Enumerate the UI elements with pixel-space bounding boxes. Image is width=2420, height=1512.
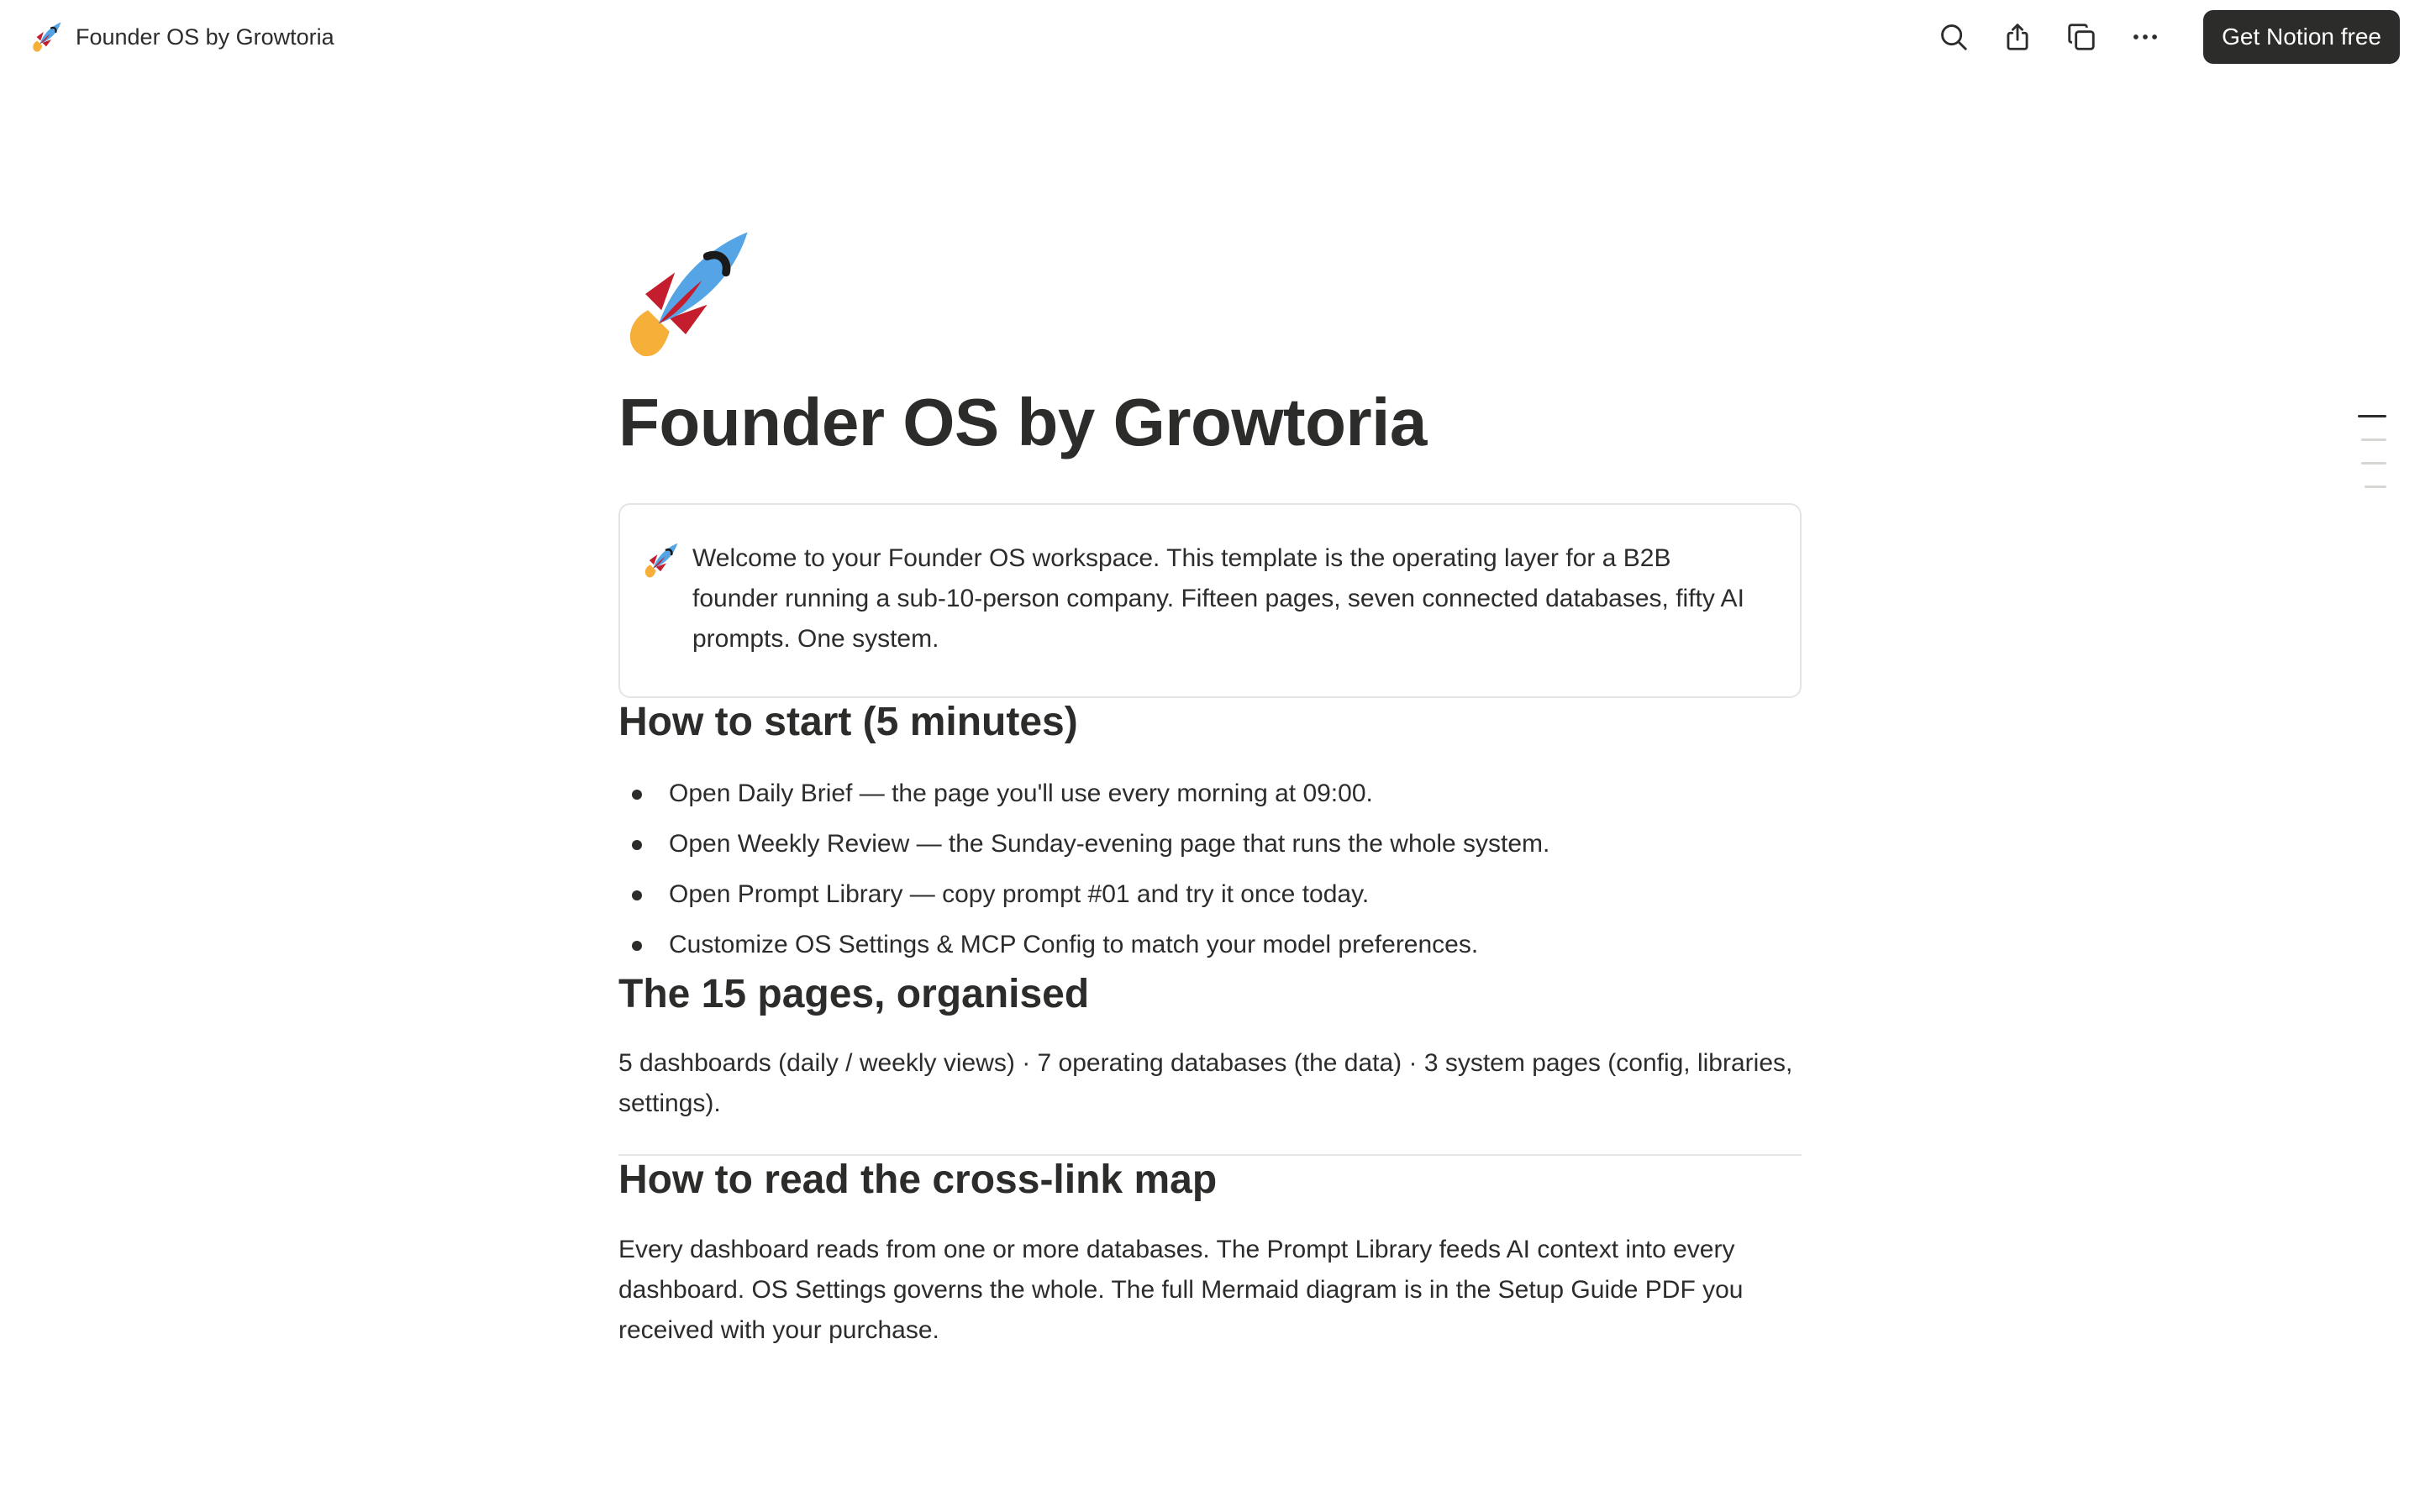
outline-line[interactable]: [2361, 462, 2386, 465]
breadcrumb[interactable]: [30, 21, 334, 53]
page-content: [618, 227, 1802, 1351]
outline-line[interactable]: [2358, 415, 2386, 417]
more-icon[interactable]: [2118, 9, 2173, 65]
outline-line[interactable]: [2361, 438, 2386, 441]
heading-cross-link-map: How to read the cross-link map: [618, 1158, 1218, 1203]
bullet-dot: [632, 790, 642, 800]
duplicate-icon[interactable]: [2054, 9, 2109, 65]
top-bar: [0, 0, 2420, 74]
list-item-text: Customize OS Settings & MCP Config to match your model preferences.: [669, 930, 1479, 958]
list-item-text: Open Daily Brief — the page you'll use every morning at 09:00.: [669, 779, 1373, 807]
rocket-icon: [642, 542, 679, 583]
welcome-callout: [618, 503, 1802, 698]
list-item: [618, 869, 1802, 920]
list-item: [618, 920, 1802, 970]
search-icon[interactable]: [1926, 9, 1981, 65]
heading-how-to-start: How to start (5 minutes): [618, 700, 1078, 744]
start-steps-list: [618, 769, 1802, 970]
page-title[interactable]: Founder OS by Growtoria: [618, 385, 1427, 459]
breadcrumb-title: Founder OS by Growtoria: [76, 24, 334, 50]
bullet-dot: [632, 941, 642, 951]
callout-text: Welcome to your Founder OS workspace. This template is the operating layer for a B2B founder running a sub-10-person company. Fifteen pages, seven connected databases, fifty AI prompts. One system.: [692, 544, 1744, 653]
list-item-text: Open Weekly Review — the Sunday-evening page that runs the whole system.: [669, 829, 1550, 858]
pages-summary-paragraph: 5 dashboards (daily / weekly views) · 7 operating databases (the data) · 3 system pages (config, libraries, settings).: [618, 1049, 1793, 1118]
list-item: [618, 769, 1802, 819]
share-icon[interactable]: [1990, 9, 2045, 65]
cross-link-paragraph: Every dashboard reads from one or more databases. The Prompt Library feeds AI context into every dashboard. OS Settings governs the whole. The full Mermaid diagram is in the Setup Guide PDF you received with your purchase.: [618, 1235, 1744, 1344]
heading-15-pages: The 15 pages, organised: [618, 971, 1090, 1016]
list-item: [618, 819, 1802, 869]
table-of-contents-outline[interactable]: [2353, 415, 2386, 509]
rocket-icon[interactable]: [618, 227, 1802, 365]
bullet-dot: [632, 840, 642, 850]
get-notion-free-button[interactable]: Get Notion free: [2203, 10, 2400, 64]
list-item-text: Open Prompt Library — copy prompt #01 and try it once today.: [669, 879, 1370, 908]
rocket-icon: [30, 21, 62, 53]
outline-line[interactable]: [2365, 486, 2386, 488]
bullet-dot: [632, 890, 642, 900]
